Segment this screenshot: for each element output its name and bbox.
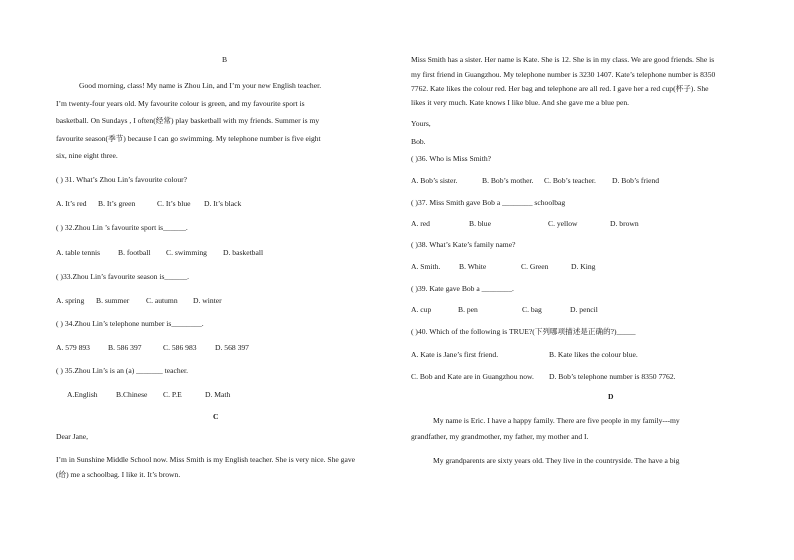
q37-option-a[interactable]: A. red (411, 219, 430, 228)
q35-option-b[interactable]: B.Chinese (116, 390, 148, 399)
q37-option-b[interactable]: B. blue (469, 219, 491, 228)
question-34: ( ) 34.Zhou Lin’s telephone number is________. (56, 319, 204, 328)
q31-option-a[interactable]: A. It’s red (56, 199, 87, 208)
question-39: ( )39. Kate gave Bob a ________. (411, 284, 514, 293)
q40-option-d[interactable]: D. Bob’s telephone number is 8350 7762. (549, 372, 676, 381)
q39-option-b[interactable]: B. pen (458, 305, 478, 314)
q40-option-b[interactable]: B. Kate likes the colour blue. (549, 350, 638, 359)
question-37: ( )37. Miss Smith gave Bob a ________ schoolbag (411, 198, 566, 207)
q31-option-b[interactable]: B. It’s green (98, 199, 136, 208)
q36-option-d[interactable]: D. Bob’s friend (612, 176, 660, 185)
q33-option-c[interactable]: C. autumn (146, 296, 178, 305)
q32-option-c[interactable]: C. swimming (166, 248, 207, 257)
passage-d-line: My name is Eric. I have a happy family. There are five people in my family---my (433, 416, 680, 425)
q31-option-c[interactable]: C. It’s blue (157, 199, 191, 208)
letter-closing: Yours, (411, 119, 431, 128)
q40-option-c[interactable]: C. Bob and Kate are in Guangzhou now. (411, 372, 534, 381)
passage-b-line: Good morning, class! My name is Zhou Lin, and I’m your new English teacher. (79, 81, 322, 90)
q34-option-b[interactable]: B. 586 397 (108, 343, 142, 352)
passage-b-line: I’m twenty-four years old. My favourite colour is green, and my favourite sport is (56, 99, 305, 108)
question-40: ( )40. Which of the following is TRUE?(下列哪项描述是正确的?)_____ (411, 327, 636, 336)
letter-line: my first friend in Guangzhou. My telephone number is 3230 1407. Kate’s telephone number is 8350 (411, 70, 716, 79)
section-b-title: B (222, 55, 228, 64)
question-32: ( ) 32.Zhou Lin ’s favourite sport is______. (56, 223, 188, 232)
section-d-title: D (608, 392, 614, 401)
q35-option-d[interactable]: D. Math (205, 390, 231, 399)
q32-option-d[interactable]: D. basketball (223, 248, 264, 257)
q39-option-d[interactable]: D. pencil (570, 305, 598, 314)
q34-option-d[interactable]: D. 568 397 (215, 343, 249, 352)
q39-option-c[interactable]: C. bag (522, 305, 542, 314)
section-c-title: C (213, 412, 219, 421)
q37-option-d[interactable]: D. brown (610, 219, 639, 228)
letter-line: I’m in Sunshine Middle School now. Miss Smith is my English teacher. She is very nice. She gave (56, 455, 356, 464)
question-35: ( ) 35.Zhou Lin’s is an (a) _______ teacher. (56, 366, 189, 375)
question-38: ( )38. What’s Kate’s family name? (411, 240, 516, 249)
q38-option-b[interactable]: B. White (459, 262, 487, 271)
passage-d-line: My grandparents are sixty years old. They live in the countryside. The have a big (433, 456, 680, 465)
passage-b-line: six, nine eight three. (56, 151, 118, 160)
passage-d-line: grandfather, my grandmother, my father, my mother and I. (411, 432, 589, 441)
q34-option-a[interactable]: A. 579 893 (56, 343, 90, 352)
q35-option-c[interactable]: C. P.E (163, 390, 182, 399)
letter-line: likes it very much. Kate knows I like blue. And she gave me a blue pen. (411, 98, 630, 107)
q36-option-c[interactable]: C. Bob’s teacher. (544, 176, 596, 185)
letter-line: Miss Smith has a sister. Her name is Kate. She is 12. She is in my class. We are good friends. She is (411, 55, 715, 64)
q33-option-b[interactable]: B. summer (96, 296, 130, 305)
q32-option-b[interactable]: B. football (118, 248, 151, 257)
q36-option-b[interactable]: B. Bob’s mother. (482, 176, 534, 185)
q36-option-a[interactable]: A. Bob’s sister. (411, 176, 458, 185)
q33-option-a[interactable]: A. spring (56, 296, 85, 305)
q31-option-d[interactable]: D. It’s black (204, 199, 242, 208)
passage-b-line: basketball. On Sundays , I often(经常) play basketball with my friends. Summer is my (56, 116, 320, 125)
question-33: ( )33.Zhou Lin’s favourite season is______. (56, 272, 190, 281)
letter-greeting: Dear Jane, (56, 432, 89, 441)
q34-option-c[interactable]: C. 586 983 (163, 343, 197, 352)
letter-signature: Bob. (411, 137, 426, 146)
q32-option-a[interactable]: A. table tennis (56, 248, 101, 257)
letter-line: 7762. Kate likes the colour red. Her bag and telephone are all red. I gave her a red cup(杯子). She (411, 84, 709, 93)
q33-option-d[interactable]: D. winter (193, 296, 222, 305)
q38-option-a[interactable]: A. Smith. (411, 262, 441, 271)
question-36: ( )36. Who is Miss Smith? (411, 154, 492, 163)
letter-line: (给) me a schoolbag. I like it. It’s brown. (56, 470, 181, 479)
q37-option-c[interactable]: C. yellow (548, 219, 578, 228)
q38-option-d[interactable]: D. King (571, 262, 596, 271)
q39-option-a[interactable]: A. cup (411, 305, 432, 314)
q35-option-a[interactable]: A.English (67, 390, 98, 399)
question-31: ( ) 31. What’s Zhou Lin’s favourite colour? (56, 175, 188, 184)
q40-option-a[interactable]: A. Kate is Jane’s first friend. (411, 350, 499, 359)
q38-option-c[interactable]: C. Green (521, 262, 549, 271)
passage-b-line: favourite season(季节) because I can go swimming. My telephone number is five eight (56, 134, 321, 143)
